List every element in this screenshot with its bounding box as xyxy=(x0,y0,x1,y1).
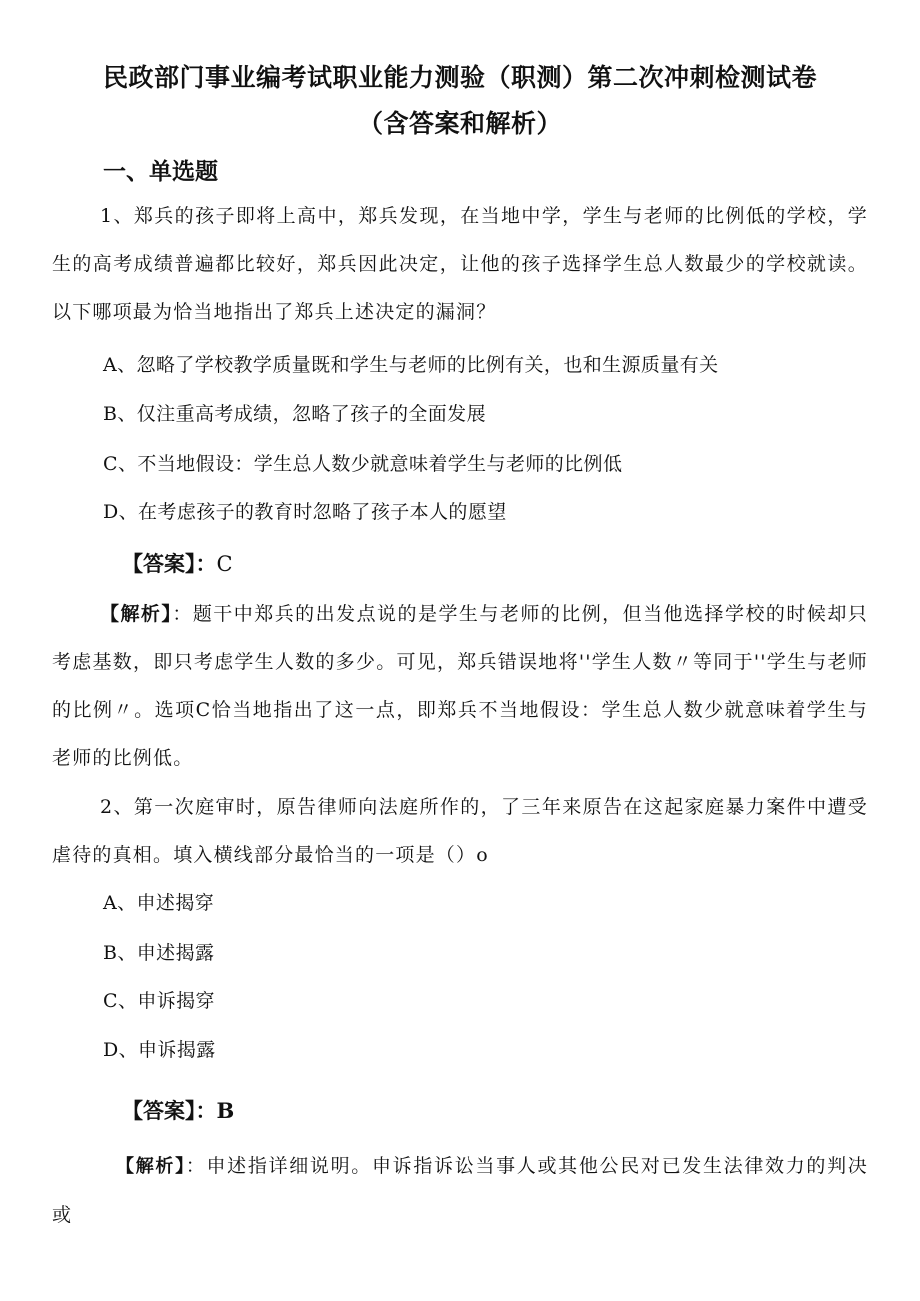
question-1-option-b: B、仅注重高考成绩，忽略了孩子的全面发展 xyxy=(103,403,486,425)
question-2-option-a: A、申述揭穿 xyxy=(103,892,215,914)
question-2-answer xyxy=(122,1095,234,1125)
document-subtitle: （含答案和解析） xyxy=(357,109,562,138)
explanation-text: ：题干中郑兵的出发点说的是学生与老师的比例，但当他选择学校的时候却只考虑基数，即只考虑学生人数的多少。可见，郑兵错误地将''学生人数〃等同于''学生与老师的比例〃。选项C恰当地指出了这一点，即郑兵不当地假设：学生总人数少就意味着学生与老师的比例低。 xyxy=(52,603,868,769)
answer-value: B xyxy=(216,1098,235,1123)
section-title: 一、单选题 xyxy=(103,159,218,185)
question-2-option-c: C、申诉揭穿 xyxy=(103,990,215,1012)
explanation-label: 【解析】 xyxy=(100,603,173,625)
question-2-stem: 2、第一次庭审时，原告律师向法庭所作的，了三年来原告在这起家庭暴力案件中遭受虐待的真相。填入横线部分最恰当的一项是（）o xyxy=(52,796,868,866)
question-2-explanation xyxy=(52,1142,868,1239)
question-2-option-d: D、申诉揭露 xyxy=(103,1039,216,1061)
question-2-option-b: B、申述揭露 xyxy=(103,942,215,964)
document-title: 民政部门事业编考试职业能力测验（职测）第二次冲刺检测试卷 xyxy=(102,63,817,92)
answer-label: 【答案】： xyxy=(122,552,217,576)
question-1-option-c: C、不当地假设：学生总人数少就意味着学生与老师的比例低 xyxy=(103,453,623,475)
question-1-stem: 1、郑兵的孩子即将上高中，郑兵发现，在当地中学，学生与老师的比例低的学校，学生的高考成绩普遍都比较好，郑兵因此决定，让他的孩子选择学生总人数最少的学校就读。以下哪项最为恰当地指出了郑兵上述决定的漏洞？ xyxy=(52,205,868,323)
answer-label: 【答案】： xyxy=(122,1099,217,1123)
question-1-answer xyxy=(122,548,233,578)
explanation-text: ：申述指详细说明。申诉指诉讼当事人或其他公民对已发生法律效力的判决或 xyxy=(52,1155,868,1226)
question-1-option-a: A、忽略了学校教学质量既和学生与老师的比例有关，也和生源质量有关 xyxy=(103,354,719,376)
explanation-label: 【解析】 xyxy=(116,1156,186,1177)
question-1-option-d: D、在考虑孩子的教育时忽略了孩子本人的愿望 xyxy=(103,501,507,523)
answer-value: C xyxy=(216,552,233,576)
question-1-explanation xyxy=(52,590,868,782)
